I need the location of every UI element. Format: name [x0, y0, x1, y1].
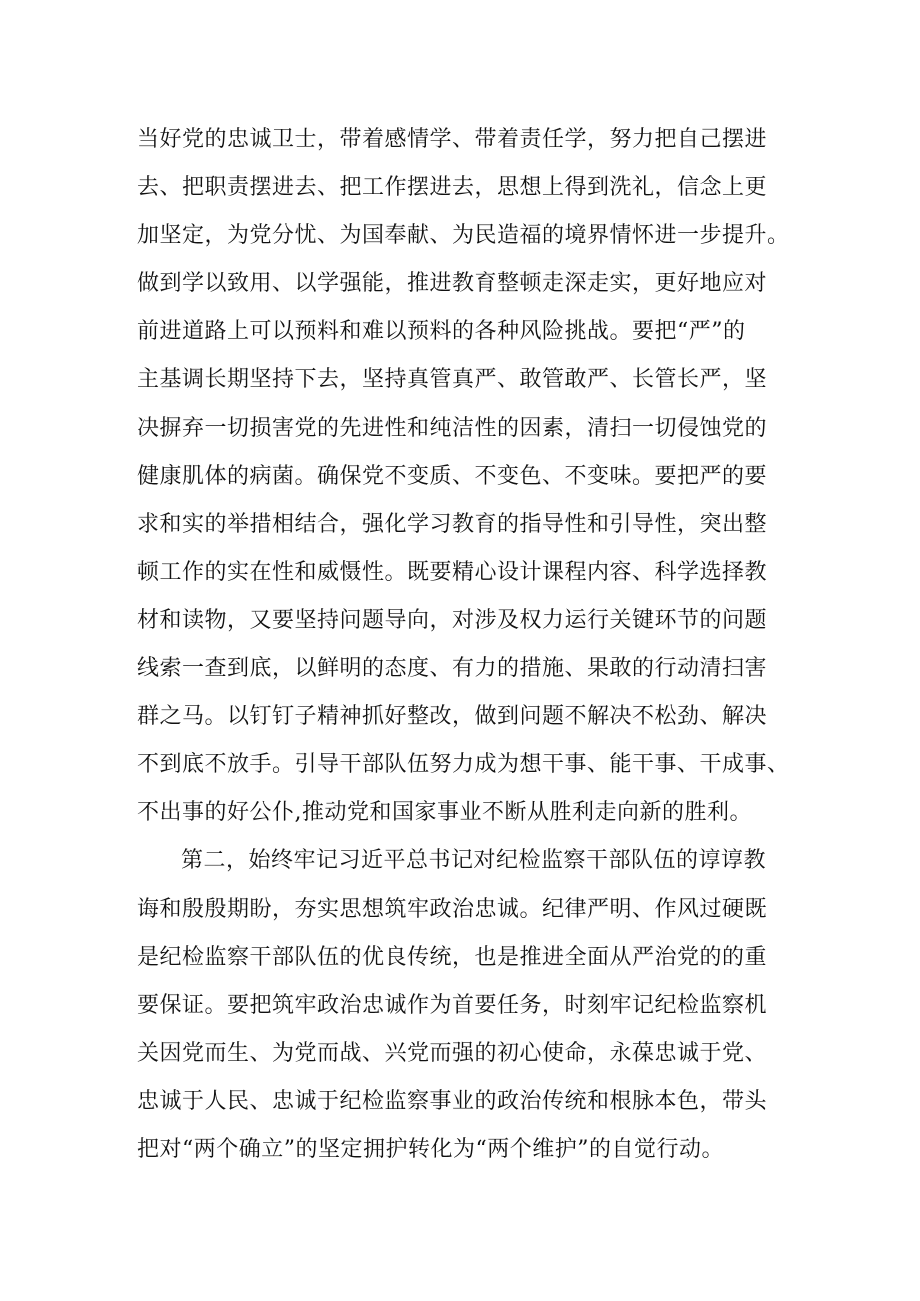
- text-line: 健康肌体的病菌。确保党不变质、不变色、不变味。要把严的要: [137, 463, 768, 489]
- text-line: 是纪检监察干部队伍的优良传统，也是推进全面从严治党的的重: [137, 944, 768, 970]
- text-line: 材和读物，又要坚持问题导向，对涉及权力运行关键环节的问题: [137, 607, 768, 633]
- text-line: 把对“两个确立”的坚定拥护转化为“两个维护”的自觉行动。: [137, 1136, 724, 1162]
- text-line: 诲和殷殷期盼，夯实思想筑牢政治忠诚。纪律严明、作风过硬既: [137, 896, 768, 922]
- text-line: 忠诚于人民、忠诚于纪检监察事业的政治传统和根脉本色，带头: [137, 1088, 768, 1114]
- text-line: 前进道路上可以预料和难以预料的各种风险挑战。要把“严”的: [137, 319, 746, 345]
- text-line: 不到底不放手。引导干部队伍努力成为想干事、能干事、干成事、: [137, 752, 790, 778]
- document-body: [137, 116, 797, 1174]
- text-line: 决摒弃一切损害党的先进性和纯洁性的因素，清扫一切侵蚀党的: [137, 415, 768, 441]
- text-line: 线索一查到底，以鲜明的态度、有力的措施、果敢的行动清扫害: [137, 656, 768, 682]
- text-line: 做到学以致用、以学强能，推进教育整顿走深走实，更好地应对: [137, 271, 768, 297]
- text-line: 去、把职责摆进去、把工作摆进去，思想上得到洗礼，信念上更: [137, 175, 768, 201]
- text-line: 当好党的忠诚卫士，带着感情学、带着责任学，努力把自己摆进: [137, 127, 768, 152]
- text-line: 主基调长期坚持下去，坚持真管真严、敢管敢严、长管长严，坚: [137, 367, 768, 393]
- text-line: 加坚定，为党分忧、为国奉献、为民造福的境界情怀进一步提升。: [137, 223, 790, 249]
- text-line: 顿工作的实在性和威慑性。既要精心设计课程内容、科学选择教: [137, 559, 768, 585]
- text-line: 要保证。要把筑牢政治忠诚作为首要任务，时刻牢记纪检监察机: [137, 992, 768, 1018]
- paragraph-2: [137, 837, 797, 1174]
- text-line: 群之马。以钉钉子精神抓好整改，做到问题不解决不松劲、解决: [137, 704, 768, 730]
- text-line: 关因党而生、为党而战、兴党而强的初心使命，永葆忠诚于党、: [137, 1040, 768, 1066]
- text-line: 不出事的好公仆,推动党和国家事业不断从胜利走向新的胜利。: [137, 800, 752, 826]
- text-line: 第二，始终牢记习近平总书记对纪检监察干部队伍的谆谆教: [181, 848, 767, 874]
- text-line: 求和实的举措相结合，强化学习教育的指导性和引导性，突出整: [137, 511, 768, 537]
- paragraph-1: [137, 116, 797, 837]
